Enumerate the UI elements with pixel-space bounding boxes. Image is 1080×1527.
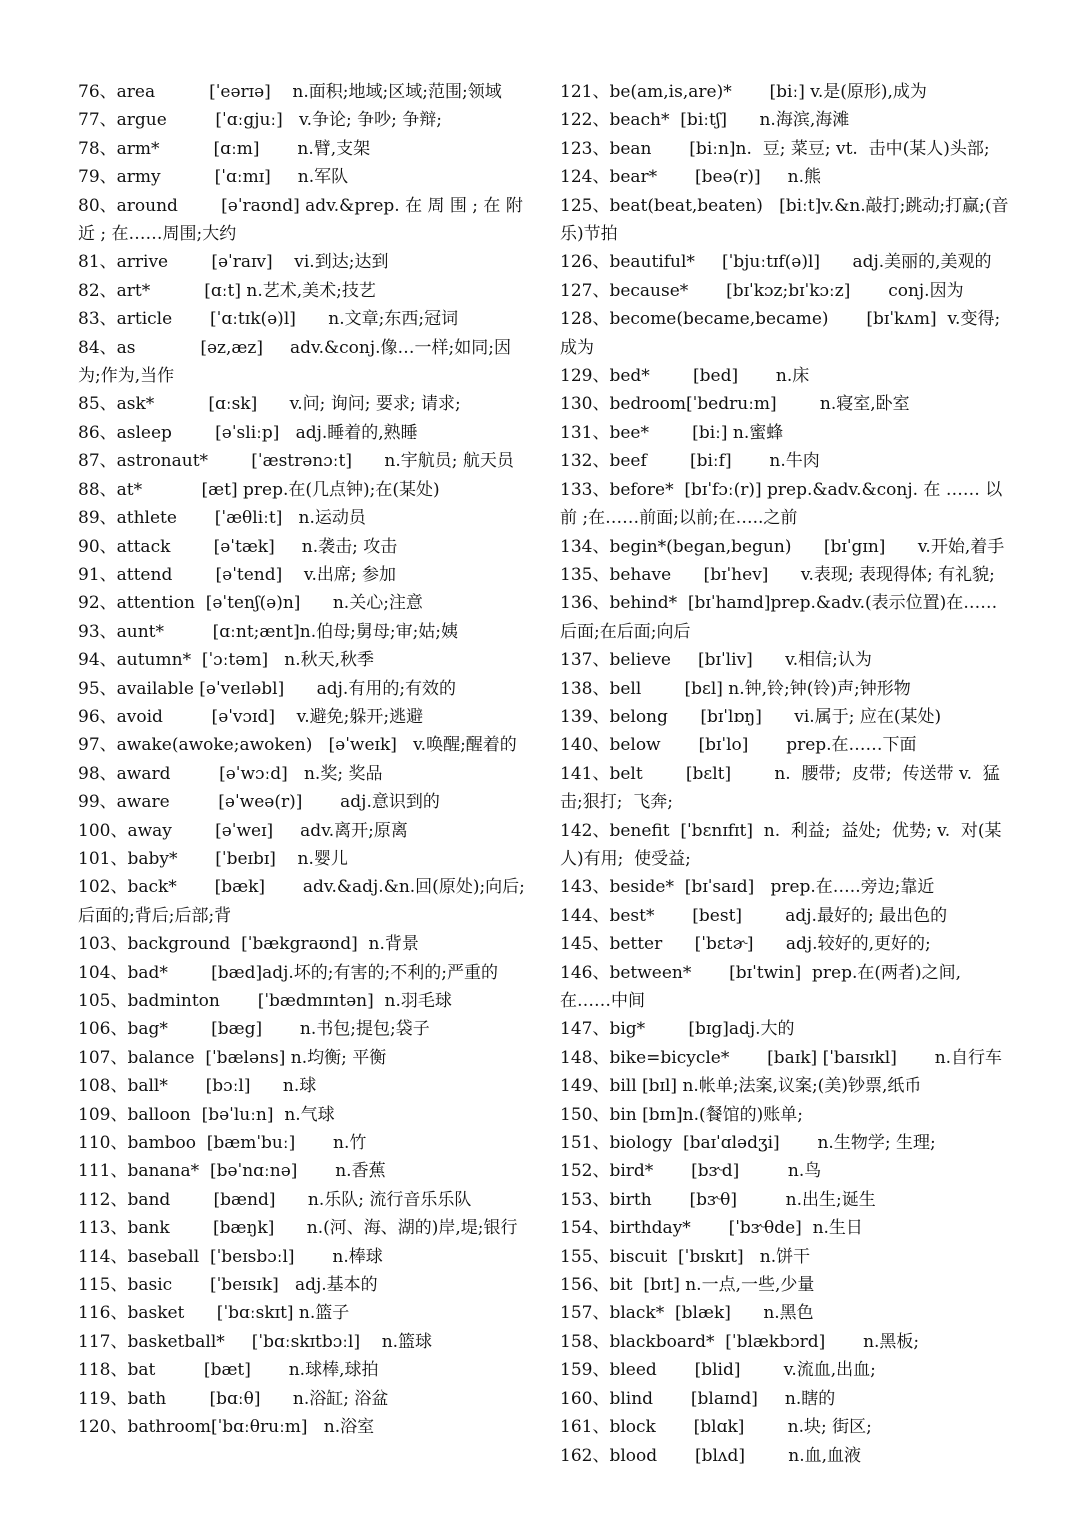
- vocab-entry: 96、avoid [əˈvɔɪd] v.避免;躲开;逃避: [78, 706, 424, 727]
- vocab-entry: 112、band [bænd] n.乐队; 流行音乐乐队: [78, 1189, 472, 1210]
- vocab-entry: 150、bin [bɪn]n.(餐馆的)账单;: [560, 1104, 803, 1125]
- vocab-entry: 79、army [ˈɑːmɪ] n.军队: [78, 167, 349, 188]
- vocab-entry: 155、biscuit [ˈbɪskɪt] n.饼干: [560, 1246, 811, 1267]
- vocab-entry: 142、benefit [ˈbɛnɪfɪt] n. 利益; 益处; 优势; v. 对(某人)有用; 使受益;: [560, 820, 1002, 869]
- vocab-entry: 136、behind* [bɪˈhaɪnd]prep.&adv.(表示位置)在……后面;在后面;向后: [560, 593, 998, 642]
- vocab-entry: 84、as [əz,æz] adv.&conj.像…一样;如同;因为;作为,当作: [78, 337, 511, 387]
- vocab-entry: 80、around [əˈraʊnd] adv.&prep. 在 周 围 ; 在 附 近 ; 在……周围;大约: [78, 195, 529, 245]
- vocab-entry: 140、below [bɪˈlo] prep.在……下面: [560, 735, 917, 756]
- vocab-entry: 147、big* [bɪg]adj.大的: [560, 1019, 795, 1040]
- vocab-entry: 104、bad* [bæd]adj.坏的;有害的;不利的;严重的: [78, 962, 498, 983]
- vocab-entry: 107、balance [ˈbæləns] n.均衡; 平衡: [78, 1047, 387, 1068]
- vocab-entry: 115、basic [ˈbeɪsɪk] adj.基本的: [78, 1275, 378, 1296]
- vocab-entry: 146、between* [bɪˈtwin] prep.在(两者)之间,在……中间: [560, 962, 962, 1011]
- vocab-entry: 161、block [blɑk] n.块; 街区;: [560, 1417, 872, 1438]
- vocab-entry: 86、asleep [əˈsliːp] adj.睡着的,熟睡: [78, 422, 418, 443]
- vocab-entry: 116、basket [ˈbɑːskɪt] n.篮子: [78, 1303, 350, 1324]
- vocab-entry: 149、bill [bɪl] n.帐单;法案,议案;(美)钞票,纸币: [560, 1076, 922, 1097]
- vocab-entry: 114、baseball [ˈbeɪsbɔːl] n.棒球: [78, 1246, 383, 1267]
- vocab-entry: 76、area [ˈeərɪə] n.面积;地域;区域;范围;领域: [78, 82, 502, 102]
- vocab-entry: 105、badminton [ˈbædmɪntən] n.羽毛球: [78, 991, 452, 1011]
- vocab-entry: 143、beside* [bɪˈsaɪd] prep.在…..旁边;靠近: [560, 877, 935, 898]
- vocab-entry: 77、argue [ˈɑːgjuː] v.争论; 争吵; 争辩;: [78, 110, 442, 131]
- vocab-entry: 91、attend [əˈtend] v.出席; 参加: [78, 564, 397, 585]
- vocab-entry: 130、bedroom[ˈbedruːm] n.寝室,卧室: [560, 394, 910, 415]
- vocab-entry: 113、bank [bæŋk] n.(河、海、湖的)岸,堤;银行: [78, 1218, 518, 1239]
- vocab-entry: 162、blood [blʌd] n.血,血液: [560, 1445, 862, 1466]
- vocab-entry: 110、bamboo [bæmˈbuː] n.竹: [78, 1133, 367, 1154]
- vocab-entry: 87、astronaut* [ˈæstrənɔːt] n.宇航员; 航天员: [78, 451, 514, 472]
- vocab-entry: 148、bike=bicycle* [baɪk] [ˈbaɪsɪkl] n.自行车: [560, 1047, 1003, 1068]
- vocab-entry: 81、arrive [əˈraɪv] vi.到达;达到: [78, 252, 389, 273]
- vocab-entry: 138、bell [bɛl] n.钟,铃;钟(铃)声;钟形物: [560, 678, 911, 699]
- vocab-entry: 139、belong [bɪˈlɒŋ] vi.属于; 应在(某处): [560, 706, 942, 727]
- vocab-entry: 159、bleed [blid] v.流血,出血;: [560, 1360, 876, 1381]
- vocab-entry: 111、banana* [bəˈnɑːnə] n.香蕉: [78, 1161, 386, 1182]
- vocab-entry: 127、because* [bɪˈkɔz;bɪˈkɔːz] conj.因为: [560, 280, 964, 301]
- vocab-entry: 133、before* [bɪˈfɔː(r)] prep.&adv.&conj. 在 …… 以 前 ;在……前面;以前;在…..之前: [560, 479, 1008, 529]
- vocab-entry: 83、article [ˈɑːtɪk(ə)l] n.文章;东西;冠词: [78, 309, 459, 330]
- vocab-entry: 153、birth [bɝθ] n.出生;诞生: [560, 1189, 876, 1210]
- vocab-entry: 131、bee* [biː] n.蜜蜂: [560, 422, 784, 443]
- vocab-entry: 120、bathroom[ˈbɑːθruːm] n.浴室: [78, 1417, 375, 1438]
- vocab-entry: 78、arm* [ɑːm] n.臂,支架: [78, 138, 371, 159]
- vocab-entry: 154、birthday* [ˈbɝθde] n.生日: [560, 1218, 863, 1239]
- vocab-entry: 156、bit [bɪt] n.一点,一些,少量: [560, 1275, 815, 1296]
- vocab-entry: 132、beef [biːf] n.牛肉: [560, 451, 820, 472]
- vocab-entry: 85、ask* [ɑːsk] v.问; 询问; 要求; 请求;: [78, 394, 461, 415]
- vocab-entry: 151、biology [baɪˈɑlədʒi] n.生物学; 生理;: [560, 1133, 936, 1154]
- vocab-entry: 144、best* [best] adj.最好的; 最出色的: [560, 905, 948, 926]
- vocab-entry: 134、begin*(began,begun) [bɪˈgɪn] v.开始,着手: [560, 536, 1005, 557]
- vocab-entry: 122、beach* [biːtʃ] n.海滨,海滩: [560, 110, 850, 131]
- vocab-entry: 102、back* [bæk] adv.&adj.&n.回(原处);向后;后面的;背后;后部;背: [78, 877, 525, 926]
- vocab-entry: 97、awake(awoke;awoken) [əˈweɪk] v.唤醒;醒着的: [78, 735, 517, 756]
- vocab-entry: 90、attack [əˈtæk] n.袭击; 攻击: [78, 536, 398, 557]
- vocab-entry: 160、blind [blaɪnd] n.瞎的: [560, 1388, 836, 1409]
- vocab-entry: 94、autumn* [ˈɔːtəm] n.秋天,秋季: [78, 650, 375, 671]
- vocab-entry: 126、beautiful* [ˈbjuːtɪf(ə)l] adj.美丽的,美观的: [560, 252, 992, 273]
- vocab-entry: 145、better [ˈbɛtɚ] adj.较好的,更好的;: [560, 934, 931, 955]
- vocab-entry: 137、believe [bɪˈliv] v.相信;认为: [560, 650, 872, 671]
- vocab-entry: 82、art* [ɑːt] n.艺术,美术;技艺: [78, 280, 376, 301]
- vocab-entry: 158、blackboard* [ˈblækbɔrd] n.黑板;: [560, 1331, 920, 1352]
- vocab-entry: 101、baby* [ˈbeɪbɪ] n.婴儿: [78, 848, 348, 869]
- vocab-entry: 123、bean [biːn]n. 豆; 菜豆; vt. 击中(某人)头部;: [560, 138, 990, 159]
- vocab-entry: 88、at* [æt] prep.在(几点钟);在(某处): [78, 479, 440, 500]
- vocab-entry: 106、bag* [bæg] n.书包;提包;袋子: [78, 1019, 430, 1040]
- vocab-entry: 100、away [əˈweɪ] adv.离开;原离: [78, 820, 408, 841]
- vocab-entry: 103、background [ˈbækgraʊnd] n.背景: [78, 934, 419, 955]
- vocab-entry: 92、attention [əˈtenʃ(ə)n] n.关心;注意: [78, 593, 423, 614]
- vocab-entry: 128、become(became,became) [bɪˈkʌm] v.变得;成为: [560, 309, 1001, 358]
- right-column: [560, 78, 1012, 1470]
- vocab-entry: 121、be(am,is,are)* [biː] v.是(原形),成为: [560, 82, 927, 102]
- vocab-entry: 89、athlete [ˈæθliːt] n.运动员: [78, 508, 366, 529]
- vocab-entry: 99、aware [əˈweə(r)] adj.意识到的: [78, 792, 440, 813]
- vocab-entry: 95、available [əˈveɪləbl] adj.有用的;有效的: [78, 678, 457, 699]
- vocab-entry: 129、bed* [bed] n.床: [560, 366, 810, 387]
- vocab-entry: 119、bath [bɑːθ] n.浴缸; 浴盆: [78, 1388, 389, 1409]
- vocab-entry: 98、award [əˈwɔːd] n.奖; 奖品: [78, 763, 383, 784]
- vocab-entry: 93、aunt* [ɑːnt;ænt]n.伯母;舅母;审;姑;姨: [78, 621, 459, 642]
- vocab-entry: 152、bird* [bɝd] n.鸟: [560, 1161, 822, 1182]
- vocab-entry: 141、belt [bɛlt] n. 腰带; 皮带; 传送带 v. 猛击;狠打; 飞奔;: [560, 763, 1000, 813]
- vocab-entry: 109、balloon [bəˈluːn] n.气球: [78, 1104, 335, 1125]
- vocab-entry: 124、bear* [beə(r)] n.熊: [560, 167, 822, 188]
- vocab-entry: 118、bat [bæt] n.球棒,球拍: [78, 1360, 379, 1381]
- vocab-entry: 117、basketball* [ˈbɑːskɪtbɔːl] n.篮球: [78, 1331, 433, 1352]
- vocab-entry: 135、behave [bɪˈhev] v.表现; 表现得体; 有礼貌;: [560, 564, 995, 585]
- vocab-entry: 108、ball* [bɔːl] n.球: [78, 1076, 317, 1097]
- vocab-entry: 125、beat(beat,beaten) [biːt]v.&n.敲打;跳动;打赢;(音乐)节拍: [560, 195, 1009, 245]
- left-column: [78, 78, 528, 1442]
- vocab-entry: 157、black* [blæk] n.黑色: [560, 1303, 814, 1324]
